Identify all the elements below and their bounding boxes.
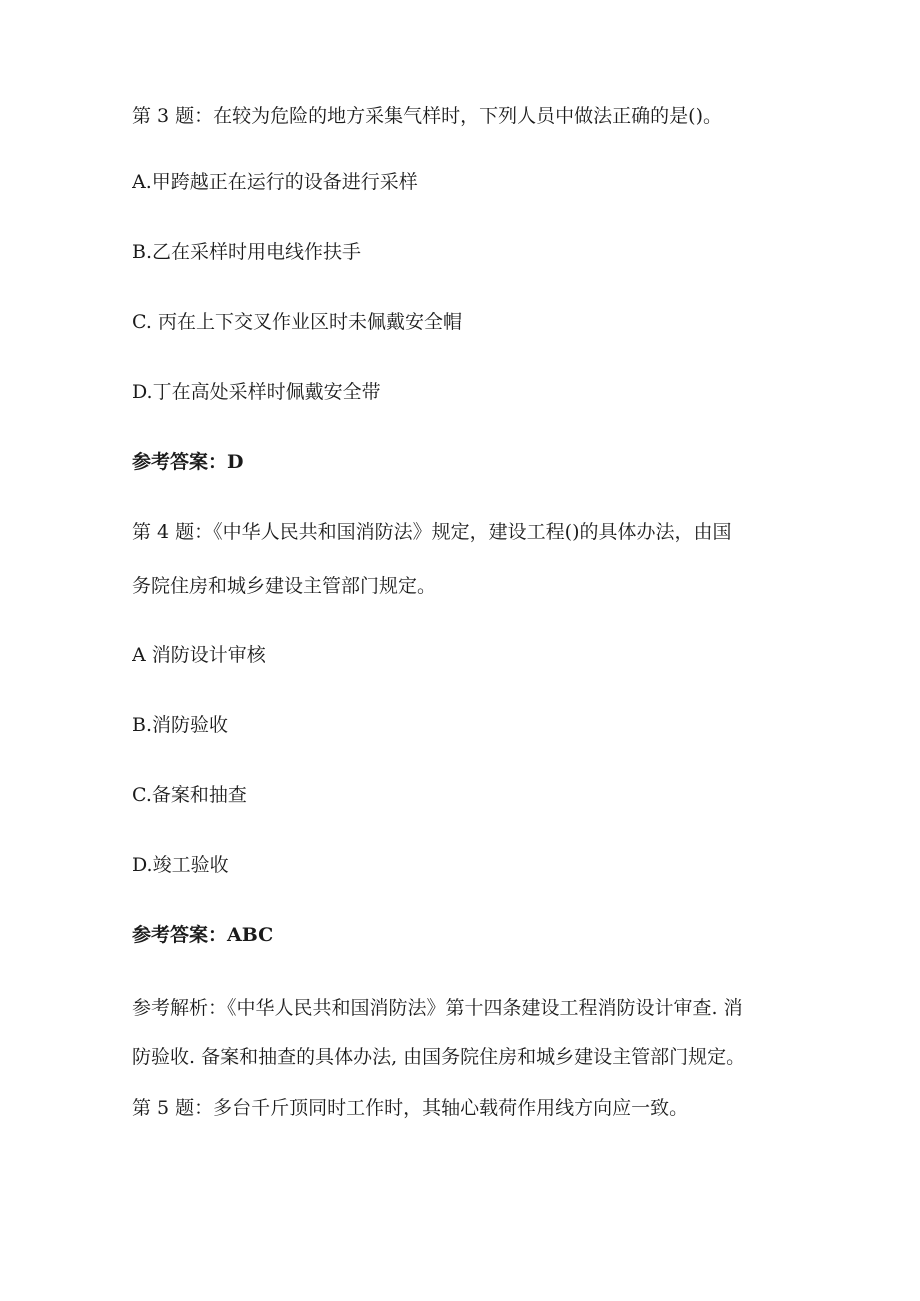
question-4-explanation-line-1: 参考解析：《中华人民共和国消防法》第十四条建设工程消防设计审查. 消 [132, 997, 743, 1019]
question-4-text-line-1: 第 4 题：《中华人民共和国消防法》规定，建设工程()的具体办法，由国 [132, 521, 732, 543]
question-3-text: 第 3 题：在较为危险的地方采集气样时，下列人员中做法正确的是()。 [132, 105, 722, 127]
question-4-text-line-2: 务院住房和城乡建设主管部门规定。 [132, 575, 437, 597]
question-3-option-c: C. 丙在上下交叉作业区时未佩戴安全帽 [132, 311, 462, 333]
question-3-option-a: A.甲跨越正在运行的设备进行采样 [132, 171, 418, 193]
question-5-text: 第 5 题：多台千斤顶同时工作时，其轴心载荷作用线方向应一致。 [132, 1097, 689, 1119]
question-4-option-b: B.消防验收 [132, 714, 229, 736]
question-4-option-a: A 消防设计审核 [132, 644, 266, 666]
question-4-answer: 参考答案：ABC [132, 924, 274, 946]
question-3-option-b: B.乙在采样时用电线作扶手 [132, 241, 362, 263]
question-4-explanation-line-2: 防验收. 备案和抽查的具体办法, 由国务院住房和城乡建设主管部门规定。 [132, 1046, 746, 1068]
question-3-answer: 参考答案：D [132, 451, 244, 473]
question-4-option-c: C.备案和抽查 [132, 784, 247, 806]
question-3-option-d: D.丁在高处采样时佩戴安全带 [132, 381, 381, 403]
question-4-option-d: D.竣工验收 [132, 854, 229, 876]
